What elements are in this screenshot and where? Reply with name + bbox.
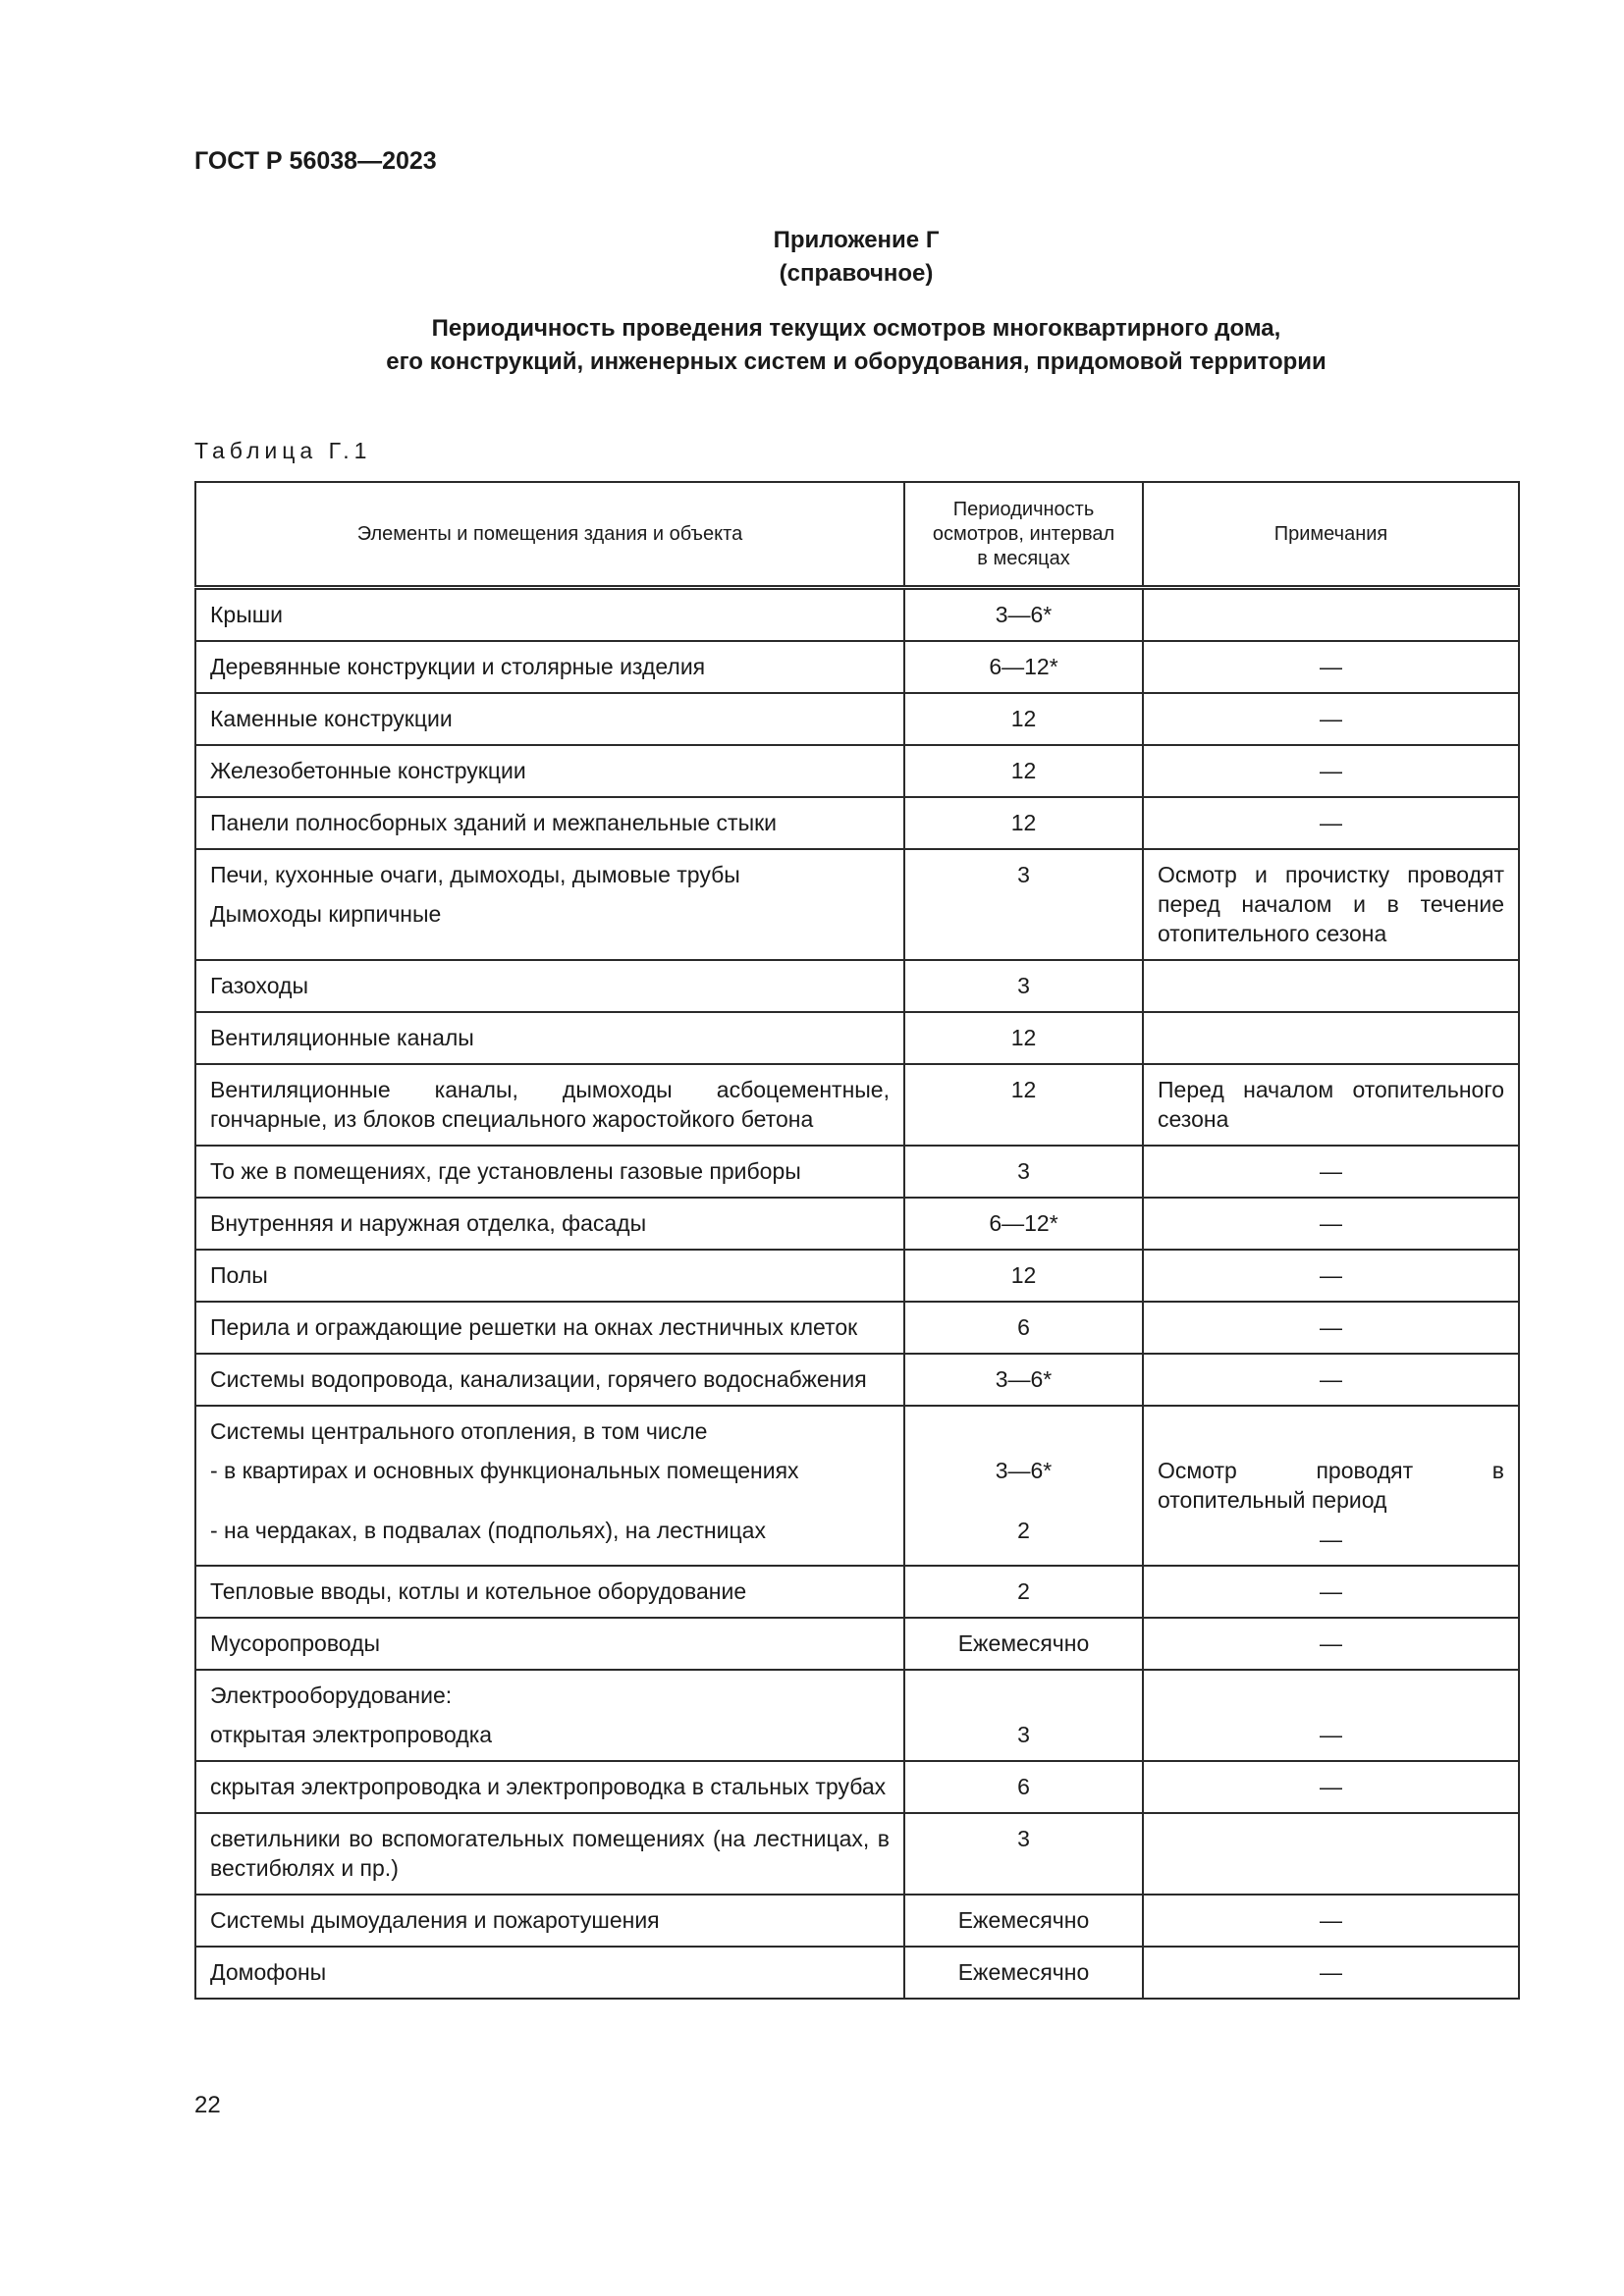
period-text: 12 [1010, 810, 1037, 835]
header-periodicity-line: в месяцах [977, 547, 1070, 569]
period-text: 6 [1017, 1314, 1030, 1340]
note-cell [1143, 1012, 1519, 1064]
element-text: открытая электропроводка [210, 1722, 493, 1747]
note-text: Перед началом отопительного сезона [1158, 1077, 1504, 1132]
document-title [194, 312, 1518, 379]
title-line-2: его конструкций, инженерных систем и оборудования, придомовой территории [386, 348, 1326, 375]
period-cell [904, 1670, 1143, 1761]
note-text: — [1320, 1314, 1342, 1340]
table-row [195, 797, 1519, 849]
period-text: 3 [1017, 862, 1030, 887]
period-text: 6—12* [989, 654, 1058, 679]
period-text: 3 [1017, 973, 1030, 998]
element-cell [195, 641, 904, 693]
note-cell [1143, 1198, 1519, 1250]
header-periodicity [904, 482, 1143, 588]
note-text: — [1320, 1158, 1342, 1184]
note-text [1158, 1671, 1504, 1710]
note-text: — [1320, 1722, 1342, 1747]
header-periodicity-line: Периодичность [952, 498, 1095, 520]
element-text: Перила и ограждающие решетки на окнах лестничных клеток [210, 1314, 858, 1340]
table-header-row [195, 482, 1519, 588]
note-text: — [1320, 706, 1342, 731]
element-cell [195, 1670, 904, 1761]
period-text [919, 1671, 1128, 1710]
page-number: 22 [194, 2092, 221, 2118]
note-cell [1143, 588, 1519, 642]
note-text: — [1320, 1366, 1342, 1392]
note-cell [1143, 1146, 1519, 1198]
note-cell [1143, 960, 1519, 1012]
note-cell [1143, 1813, 1519, 1895]
period-text: Ежемесячно [957, 1630, 1090, 1656]
table-row [195, 1146, 1519, 1198]
note-cell [1143, 1064, 1519, 1146]
element-text: Тепловые вводы, котлы и котельное оборудование [210, 1578, 747, 1604]
appendix-title: Приложение Г [773, 227, 940, 253]
table-row [195, 1198, 1519, 1250]
period-cell [904, 1813, 1143, 1895]
period-text: 2 [1017, 1578, 1030, 1604]
element-cell [195, 1146, 904, 1198]
period-text: 3 [1017, 1158, 1030, 1184]
period-cell [904, 1566, 1143, 1618]
period-text: 12 [1010, 1025, 1037, 1050]
element-text: Железобетонные конструкции [210, 758, 526, 783]
table-label: Таблица Г.1 [194, 438, 372, 463]
element-cell [195, 797, 904, 849]
element-cell [195, 1761, 904, 1813]
period-text: Ежемесячно [957, 1907, 1090, 1933]
period-text: 3—6* [995, 1458, 1053, 1483]
period-text: 12 [1010, 1077, 1037, 1102]
element-text: Домофоны [210, 1959, 327, 1985]
note-text: — [1320, 1526, 1342, 1552]
period-cell [904, 797, 1143, 849]
note-cell [1143, 1947, 1519, 1999]
element-cell [195, 1947, 904, 1999]
period-text: 3—6* [995, 1366, 1053, 1392]
table-row [195, 1566, 1519, 1618]
note-cell [1143, 1566, 1519, 1618]
element-cell [195, 1566, 904, 1618]
note-text: — [1320, 1630, 1342, 1656]
period-cell [904, 1895, 1143, 1947]
table-row [195, 588, 1519, 642]
header-elements: Элементы и помещения здания и объекта [195, 482, 904, 588]
element-cell [195, 1406, 904, 1566]
element-cell [195, 1064, 904, 1146]
element-text: Дымоходы кирпичные [210, 901, 442, 927]
period-cell [904, 745, 1143, 797]
note-text: — [1320, 758, 1342, 783]
element-cell [195, 960, 904, 1012]
period-text: 12 [1010, 758, 1037, 783]
element-cell [195, 1354, 904, 1406]
table-row [195, 1064, 1519, 1146]
element-cell [195, 745, 904, 797]
period-text: 3—6* [995, 602, 1053, 627]
table-row [195, 1670, 1519, 1761]
element-text: Каменные конструкции [210, 706, 453, 731]
note-text [1158, 1814, 1504, 1864]
inspection-table [194, 481, 1520, 2000]
note-text: — [1320, 1578, 1342, 1604]
period-cell [904, 1146, 1143, 1198]
table-row [195, 1895, 1519, 1947]
element-text: Внутренняя и наружная отделка, фасады [210, 1210, 647, 1236]
element-cell [195, 849, 904, 960]
period-text: 12 [1010, 706, 1037, 731]
element-text: То же в помещениях, где установлены газовые приборы [210, 1158, 801, 1184]
note-cell [1143, 1895, 1519, 1947]
element-text: Панели полносборных зданий и межпанельные стыки [210, 810, 778, 835]
period-cell [904, 1947, 1143, 1999]
element-cell [195, 1250, 904, 1302]
appendix-heading [194, 224, 1518, 291]
table-row [195, 1813, 1519, 1895]
note-text [1158, 590, 1504, 640]
period-cell [904, 1302, 1143, 1354]
note-text: — [1320, 1959, 1342, 1985]
period-text: 12 [1010, 1262, 1037, 1288]
period-cell [904, 1354, 1143, 1406]
period-cell [904, 849, 1143, 960]
element-text: Печи, кухонные очаги, дымоходы, дымовые трубы [210, 862, 740, 887]
title-line-1: Периодичность проведения текущих осмотров многоквартирного дома, [431, 315, 1281, 342]
element-cell [195, 588, 904, 642]
element-text: скрытая электропроводка и электропроводка в стальных трубах [210, 1774, 887, 1799]
element-cell [195, 1813, 904, 1895]
note-cell [1143, 1302, 1519, 1354]
note-cell [1143, 1354, 1519, 1406]
element-cell [195, 1302, 904, 1354]
element-text: Системы центрального отопления, в том числе [210, 1418, 708, 1444]
period-cell [904, 1198, 1143, 1250]
note-text: — [1320, 1907, 1342, 1933]
element-text: Полы [210, 1262, 268, 1288]
note-cell [1143, 1250, 1519, 1302]
period-text: 3 [1017, 1826, 1030, 1851]
period-cell [904, 693, 1143, 745]
period-cell [904, 1012, 1143, 1064]
note-text: — [1320, 810, 1342, 835]
period-cell [904, 960, 1143, 1012]
element-cell [195, 1895, 904, 1947]
element-cell [195, 693, 904, 745]
period-cell [904, 1406, 1143, 1566]
note-cell [1143, 1761, 1519, 1813]
note-text [1158, 1013, 1504, 1063]
element-text: светильники во вспомогательных помещениях (на лестницах, в вестибюлях и пр.) [210, 1826, 890, 1881]
note-text: Осмотр и прочистку проводят перед началом и в течение отопительного сезона [1158, 862, 1504, 946]
note-cell [1143, 1670, 1519, 1761]
standard-code: ГОСТ Р 56038—2023 [194, 147, 437, 175]
note-cell [1143, 1618, 1519, 1670]
element-text: Электрооборудование: [210, 1682, 453, 1708]
note-cell [1143, 797, 1519, 849]
element-text: Крыши [210, 602, 284, 627]
table-row [195, 1250, 1519, 1302]
table-row [195, 1618, 1519, 1670]
period-text: 2 [1017, 1518, 1030, 1543]
period-cell [904, 1064, 1143, 1146]
note-text [1158, 961, 1504, 1011]
note-text: — [1320, 1210, 1342, 1236]
note-text: — [1320, 1774, 1342, 1799]
period-cell [904, 1618, 1143, 1670]
table-row [195, 1012, 1519, 1064]
table-row [195, 641, 1519, 693]
header-periodicity-line: осмотров, интервал [932, 522, 1115, 545]
period-cell [904, 588, 1143, 642]
table-row [195, 1302, 1519, 1354]
period-text: 3 [1017, 1722, 1030, 1747]
table-row [195, 1761, 1519, 1813]
element-text: - на чердаках, в подвалах (подпольях), на лестницах [210, 1518, 766, 1543]
period-text: 6—12* [989, 1210, 1058, 1236]
table-row [195, 1354, 1519, 1406]
note-text: Осмотр проводят в отопительный период [1158, 1458, 1504, 1513]
period-cell [904, 1250, 1143, 1302]
note-cell [1143, 745, 1519, 797]
appendix-type: (справочное) [779, 260, 934, 287]
period-text: Ежемесячно [957, 1959, 1090, 1985]
period-cell [904, 1761, 1143, 1813]
element-cell [195, 1012, 904, 1064]
note-text: — [1320, 1262, 1342, 1288]
element-text: Мусоропроводы [210, 1630, 381, 1656]
element-text: Системы дымоудаления и пожаротушения [210, 1907, 660, 1933]
table-row [195, 1406, 1519, 1566]
element-text: Системы водопровода, канализации, горячего водоснабжения [210, 1366, 867, 1392]
element-text: Газоходы [210, 973, 308, 998]
element-text: Деревянные конструкции и столярные изделия [210, 654, 706, 679]
element-cell [195, 1618, 904, 1670]
note-cell [1143, 849, 1519, 960]
note-text [1158, 1407, 1504, 1446]
note-cell [1143, 693, 1519, 745]
element-text: Вентиляционные каналы [210, 1025, 474, 1050]
period-text: 6 [1017, 1774, 1030, 1799]
note-text: — [1320, 654, 1342, 679]
element-cell [195, 1198, 904, 1250]
table-row [195, 960, 1519, 1012]
table-row [195, 849, 1519, 960]
table-row [195, 1947, 1519, 1999]
table-row [195, 745, 1519, 797]
note-cell [1143, 641, 1519, 693]
period-text [919, 1407, 1128, 1446]
element-text: - в квартирах и основных функциональных помещениях [210, 1458, 799, 1483]
note-cell [1143, 1406, 1519, 1566]
period-cell [904, 641, 1143, 693]
table-row [195, 693, 1519, 745]
header-notes: Примечания [1143, 482, 1519, 588]
element-text: Вентиляционные каналы, дымоходы асбоцементные, гончарные, из блоков специального жаростойкого бетона [210, 1077, 890, 1132]
